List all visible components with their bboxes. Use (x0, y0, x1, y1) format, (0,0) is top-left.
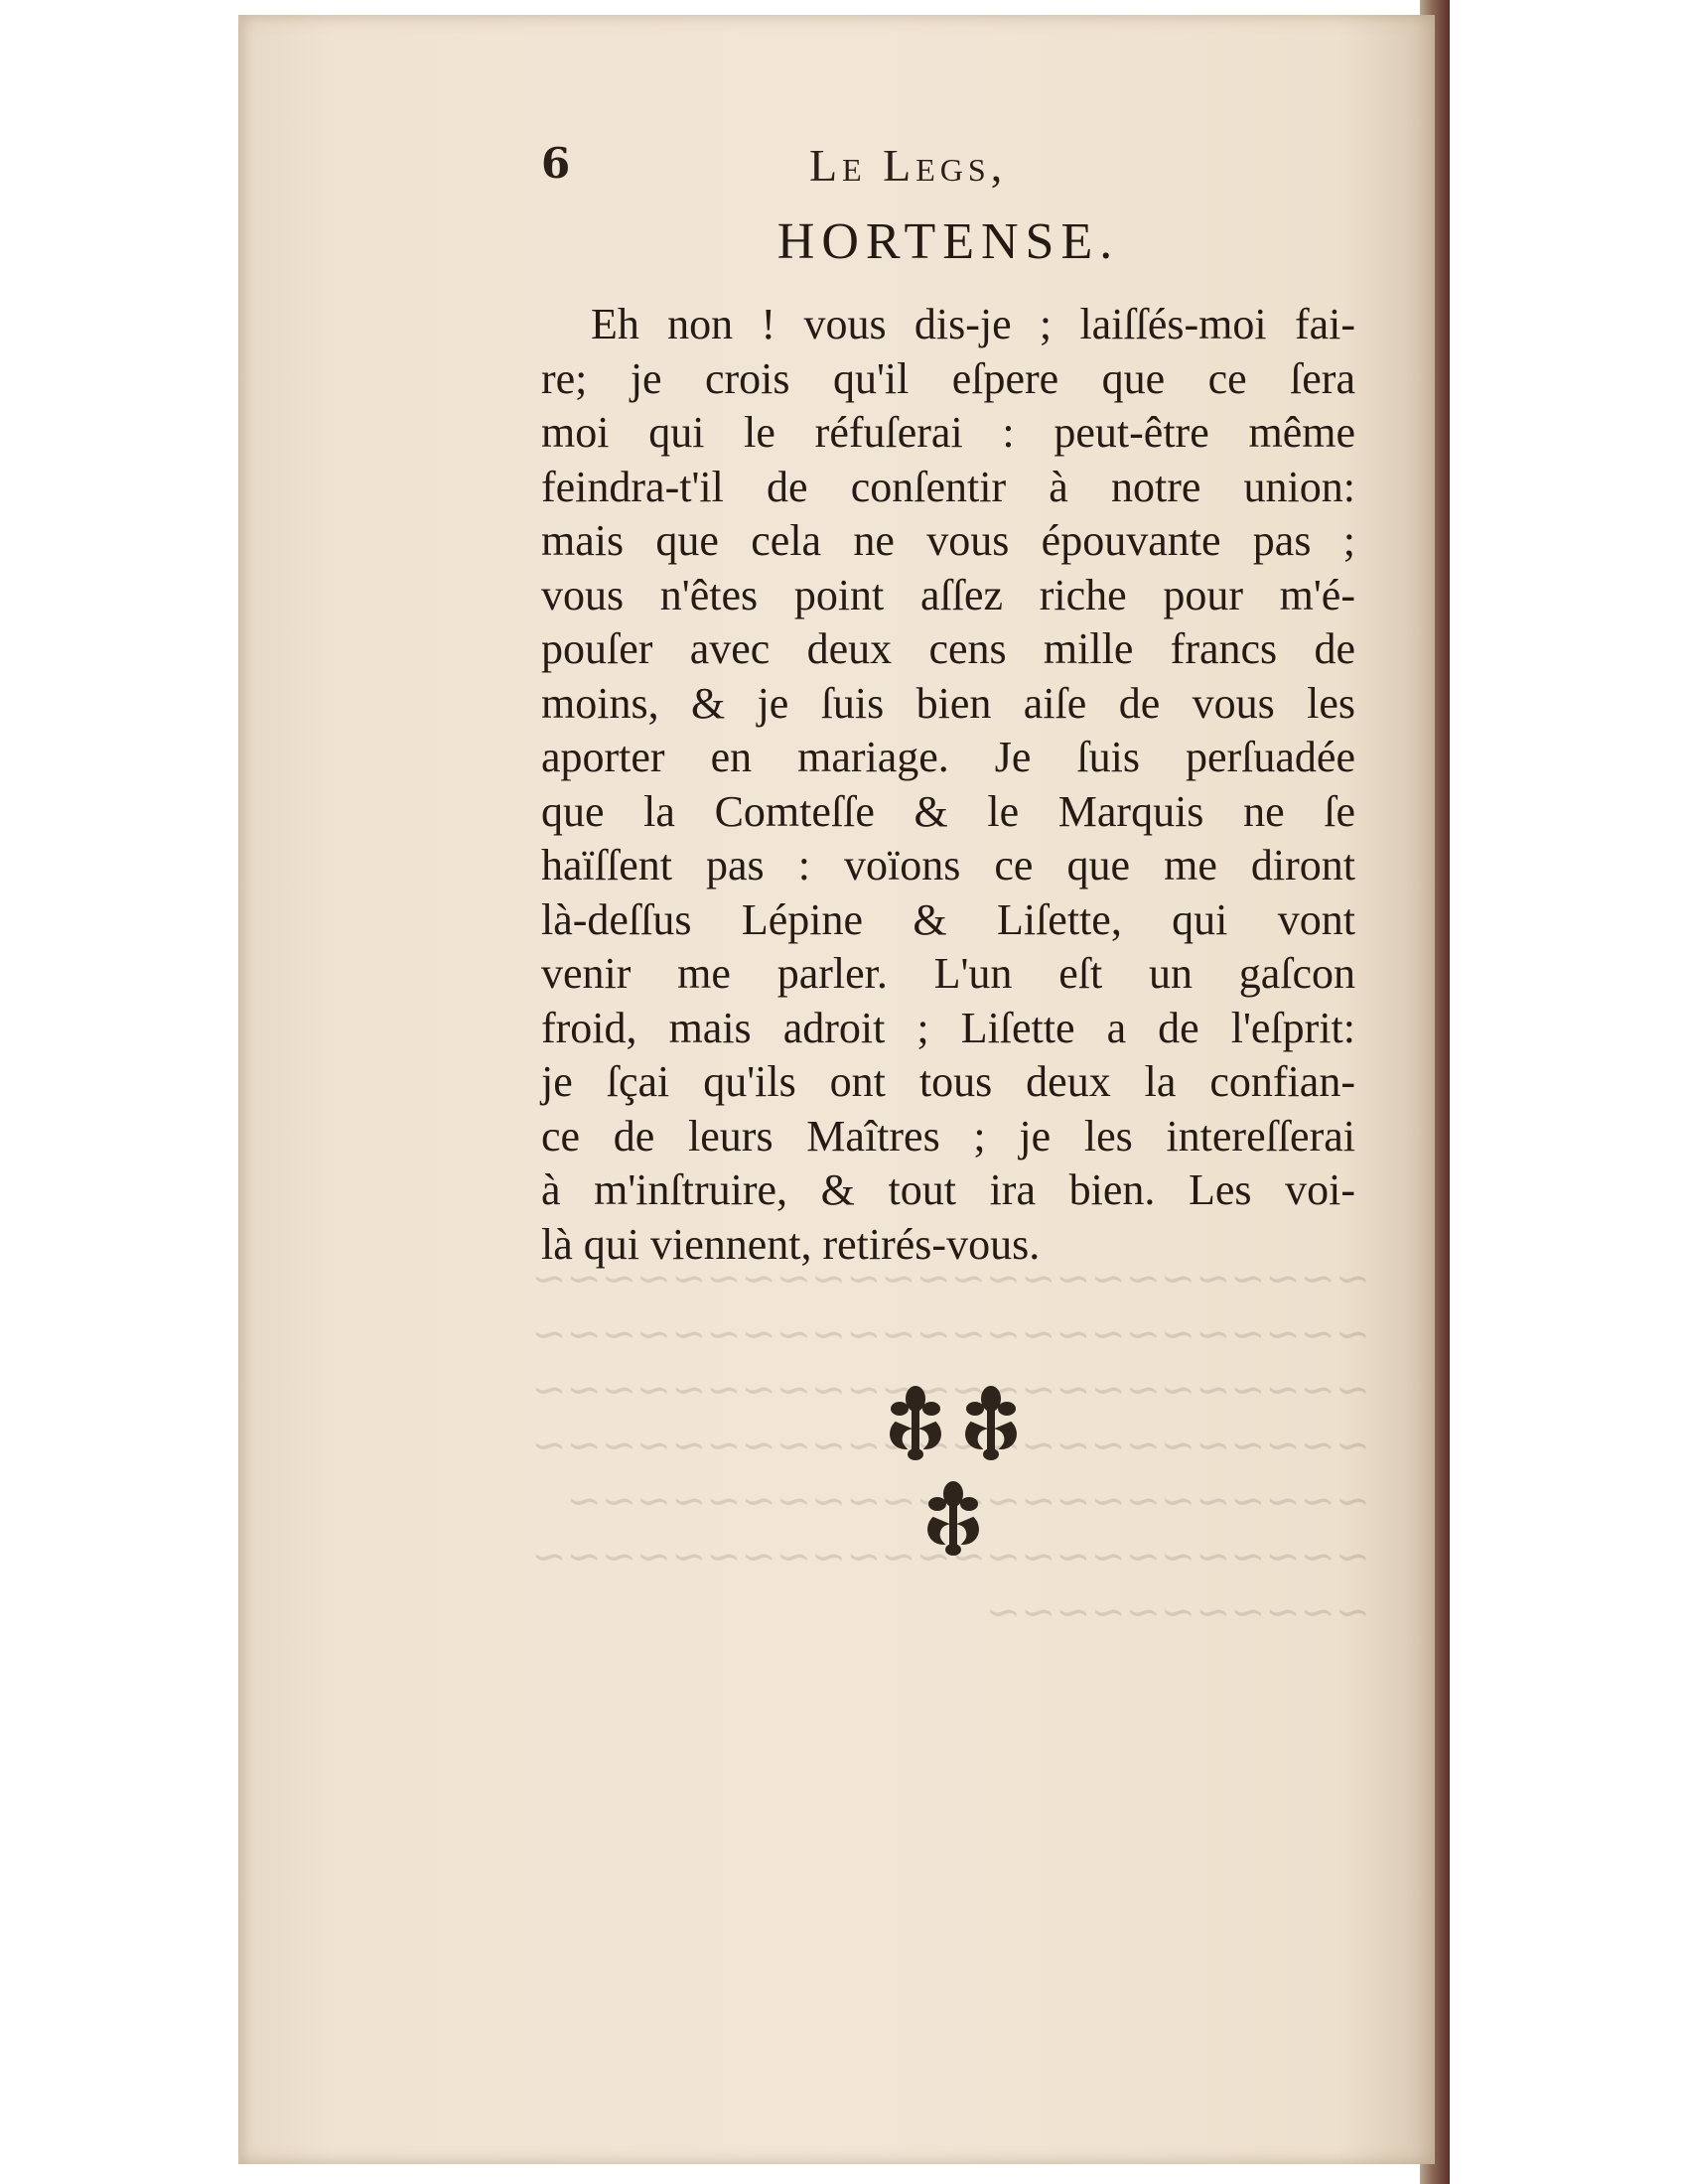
speech-line: ce de leurs Maîtres ; je les intereſſerai (541, 1111, 1355, 1160)
speech-line: que la Comteſſe & le Marquis ne ſe (541, 786, 1355, 836)
speech-line: moi qui le réfuſerai : peut-être même (541, 408, 1355, 457)
speaker-heading: HORTENSE. (776, 213, 1120, 270)
speech-line: Eh non ! vous dis-je ; laiſſés-moi fai- (591, 300, 1355, 348)
speech-line: aporter en mariage. Je ſuis perſuadée (541, 733, 1355, 781)
speech-line: là-deſſus Lépine & Liſette, qui vont (541, 894, 1355, 944)
fleuron-icon (874, 1375, 1033, 1564)
speech-line: pouſer avec deux cens mille francs de (541, 624, 1355, 673)
speech-line: vous n'êtes point aſſez riche pour m'é- (541, 570, 1355, 619)
running-head (541, 139, 1355, 199)
speech-line: venir me parler. L'un eſt un gaſcon (541, 949, 1355, 998)
speech-line: moins, & je ſuis bien aiſe de vous les (541, 678, 1355, 728)
speech-paragraph (541, 298, 1355, 1272)
speech-line: haïſſent pas : voïons ce que me diront (541, 841, 1355, 889)
speech-line: re; je crois qu'il eſpere que ce ſera (541, 353, 1355, 403)
running-title: Le Legs, (809, 140, 1008, 191)
speech-line: mais que cela ne vous épouvante pas ; (541, 516, 1355, 565)
speech-line: là qui viennent, retirés-vous. (541, 1219, 1041, 1269)
page-number: 6 (541, 139, 571, 188)
speech-line: à m'inſtruire, & tout ira bien. Les voi- (541, 1165, 1355, 1214)
speech-line: feindra-t'il de conſentir à notre union: (541, 462, 1355, 511)
speech-line: froid, mais adroit ; Liſette a de l'eſprit: (541, 1003, 1355, 1052)
speech-line: je ſçai qu'ils ont tous deux la confian- (541, 1057, 1355, 1106)
